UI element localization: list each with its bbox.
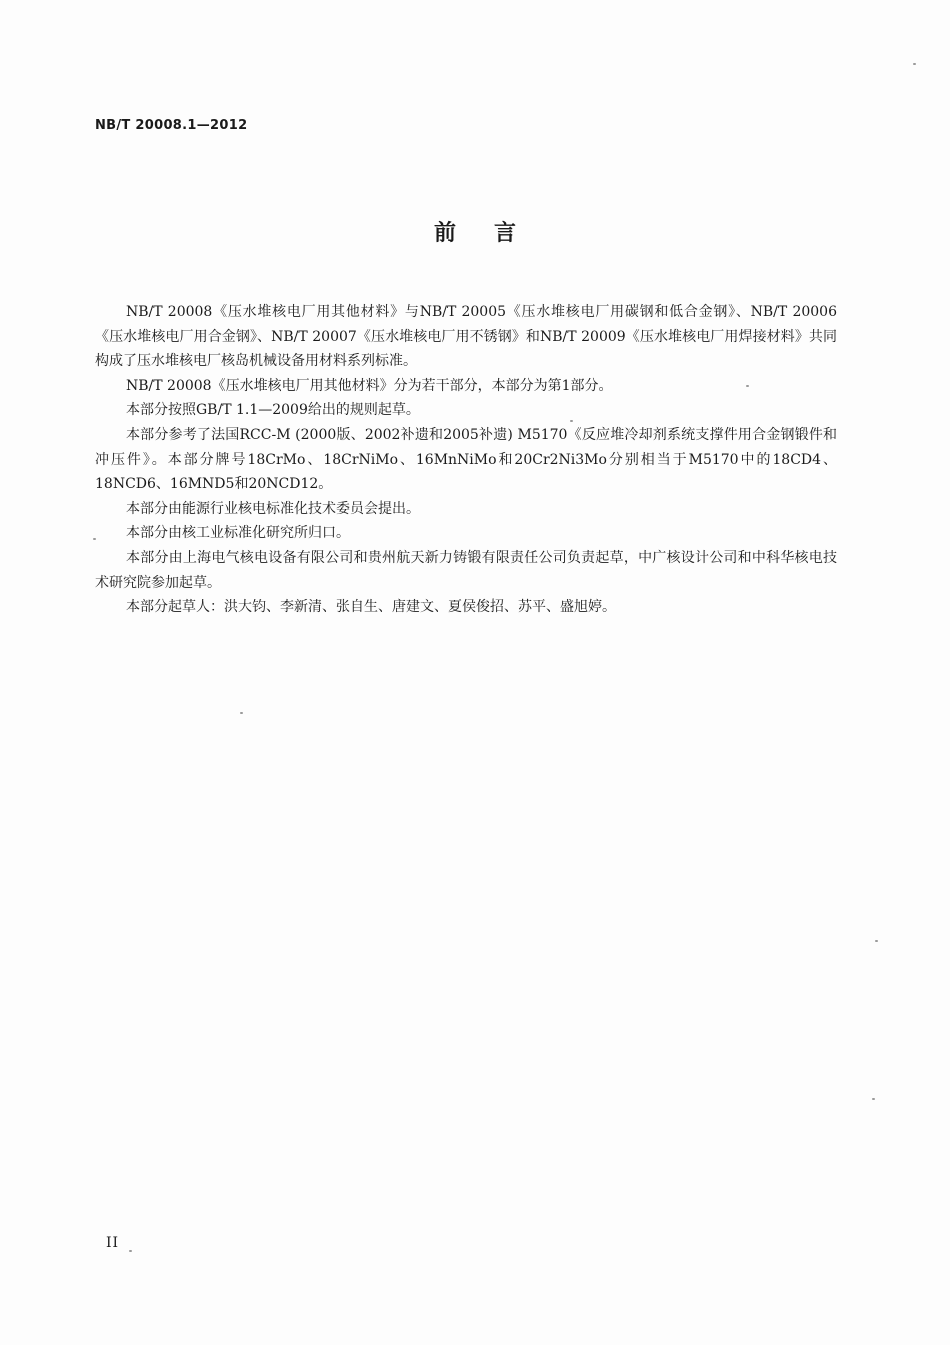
paragraph-parts: NB/T 20008《压水堆核电厂用其他材料》分为若干部分，本部分为第1部分。 [126, 377, 613, 394]
paragraph-drafting-rules: 本部分按照GB/T 1.1—2009给出的规则起草。 [126, 402, 420, 419]
scan-speck [93, 538, 96, 540]
scan-speck [570, 420, 573, 422]
paragraph-series-standards: NB/T 20008《压水堆核电厂用其他材料》与NB/T 20005《压水堆核电厂用碳钢和低合金钢》、NB/T 20006《压水堆核电厂用合金钢》、NB/T 20007《压水堆核电厂用不锈钢》和NB/T 20009《压水堆核电厂用焊接材料》共同构成了压水堆核电厂核岛机械设备用材料系列标准。 [95, 304, 837, 370]
foreword-title: 前言 [433, 221, 554, 246]
scan-speck [872, 1098, 875, 1100]
foreword-body [95, 300, 837, 620]
page-number: II [106, 1235, 120, 1251]
paragraph-proposed-by: 本部分由能源行业核电标准化技术委员会提出。 [126, 500, 420, 517]
paragraph-centralized-by: 本部分由核工业标准化研究所归口。 [126, 525, 350, 542]
scan-speck [875, 940, 878, 942]
paragraph-reference-rccm: 本部分参考了法国RCC-M (2000版、2002补遗和2005补遗) M5170《反应堆冷却剂系统支撑件用合金钢锻件和冲压件》。本部分牌号18CrMo、18CrNiMo、16MnNiMo和20Cr2Ni3Mo分别相当于M5170中的18CD4、18NCD6、16MND5和20NCD12。 [95, 426, 837, 493]
paragraph-drafters: 本部分起草人：洪大钧、李新清、张自生、唐建文、夏侯俊招、苏平、盛旭婷。 [126, 599, 616, 616]
paragraph-drafting-organizations: 本部分由上海电气核电设备有限公司和贵州航天新力铸锻有限责任公司负责起草，中广核设计公司和中科华核电技术研究院参加起草。 [95, 549, 837, 591]
scan-speck [746, 385, 749, 387]
scan-speck [240, 712, 243, 714]
scan-speck [913, 63, 916, 65]
scan-speck [129, 1250, 132, 1252]
document-code-header: NB/T 20008.1—2012 [95, 118, 248, 133]
